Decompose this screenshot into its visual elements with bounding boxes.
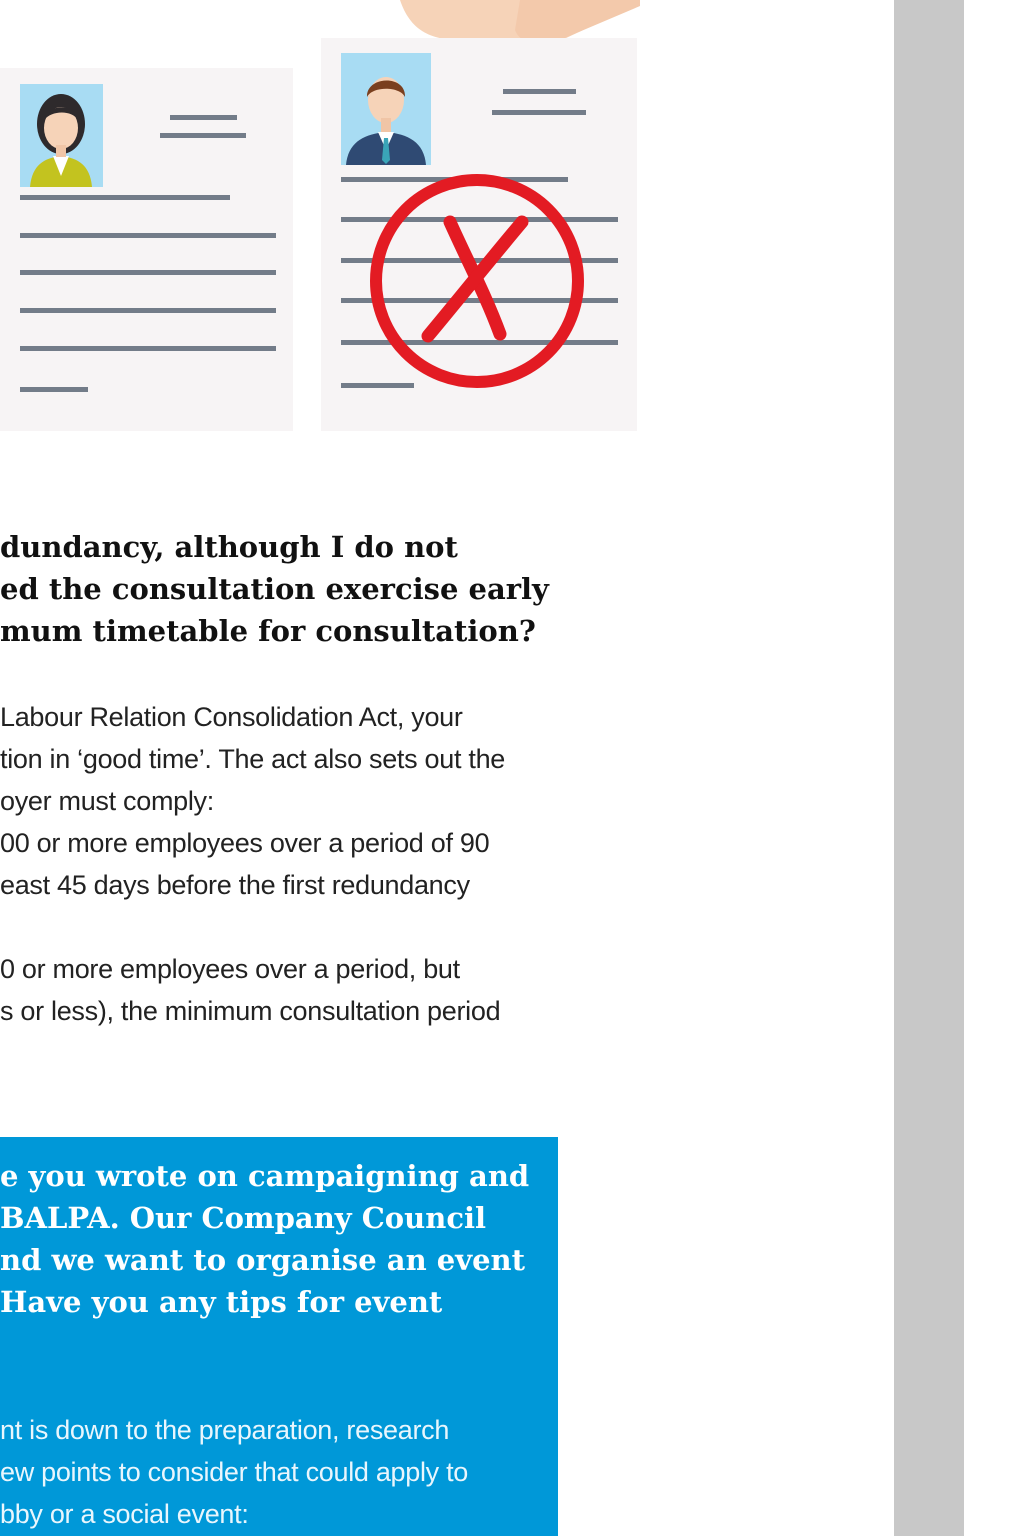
event-answer <box>0 1409 468 1535</box>
event-question-line: nd we want to organise an event <box>0 1243 526 1277</box>
answer-line <box>0 906 600 948</box>
female-cv-card <box>0 68 293 431</box>
redundancy-answer <box>0 696 600 1032</box>
answer-line: oyer must comply: <box>0 786 214 816</box>
answer-line: 00 or more employees over a period of 90 <box>0 828 490 858</box>
answer-line: 0 or more employees over a period, but <box>0 954 460 984</box>
event-question <box>0 1155 529 1323</box>
woman-avatar-icon <box>20 84 103 187</box>
question-line: mum timetable for consultation? <box>0 614 536 648</box>
event-answer-line: bby or a social event: <box>0 1499 249 1529</box>
event-answer-line: nt is down to the preparation, research <box>0 1415 450 1445</box>
cv-illustration <box>0 0 660 440</box>
event-question-line: Have you any tips for event <box>0 1285 443 1319</box>
redundancy-question <box>0 526 600 652</box>
answer-line: east 45 days before the first redundancy <box>0 870 470 900</box>
event-question-line: BALPA. Our Company Council <box>0 1201 487 1235</box>
event-question-line: e you wrote on campaigning and <box>0 1159 530 1193</box>
answer-line: Labour Relation Consolidation Act, your <box>0 702 463 732</box>
page-side-bar <box>894 0 964 1536</box>
answer-line: s or less), the minimum consultation period <box>0 996 501 1026</box>
question-line: ed the consultation exercise early <box>0 572 549 606</box>
man-avatar-icon <box>341 53 431 165</box>
question-line: dundancy, although I do not <box>0 530 458 564</box>
male-cv-card <box>321 38 637 431</box>
answer-line: tion in ‘good time’. The act also sets out the <box>0 744 506 774</box>
event-tips-box <box>0 1137 558 1536</box>
event-answer-line: ew points to consider that could apply to <box>0 1457 468 1487</box>
